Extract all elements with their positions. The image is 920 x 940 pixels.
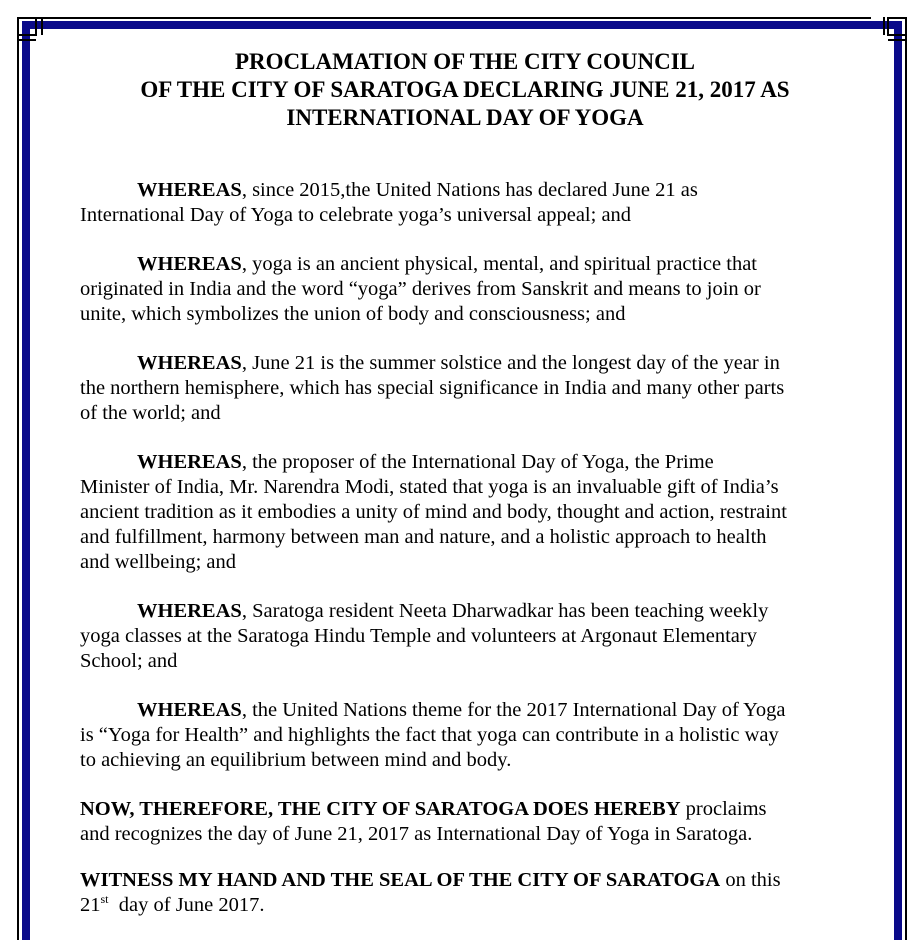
clause-text: , June 21 is the summer solstice and the longest day of the year in — [241, 352, 780, 374]
whereas-clause — [80, 252, 850, 327]
border-top-band — [22, 21, 902, 29]
proclamation-title — [80, 48, 850, 132]
whereas-clause — [80, 698, 850, 773]
whereas-lead: WHEREAS — [137, 699, 242, 721]
clause-text: , Saratoga resident Neeta Dharwadkar has been teaching weekly — [241, 600, 769, 622]
whereas-clause — [80, 599, 850, 674]
whereas-lead: WHEREAS — [137, 352, 242, 374]
whereas-clause — [80, 178, 850, 228]
clause-text: , the United Nations theme for the 2017 International Day of Yoga — [241, 699, 786, 721]
witness-clause — [80, 868, 850, 918]
clause-text: International Day of Yoga to celebrate yoga’s universal appeal; and — [80, 204, 632, 226]
resolution-lead: NOW, THEREFORE, THE CITY OF SARATOGA DOES HEREBY — [80, 798, 681, 820]
border-left-line — [17, 39, 19, 940]
day-number: 21 — [80, 894, 101, 916]
border-top-line — [41, 17, 871, 19]
clause-text: unite, which symbolizes the union of body and consciousness; and — [80, 303, 626, 325]
clause-text: and wellbeing; and — [80, 551, 236, 573]
corner-ornament-top-right-lower — [888, 28, 907, 41]
clause-text: , the proposer of the International Day of Yoga, the Prime — [241, 451, 714, 473]
clause-text: of the world; and — [80, 402, 221, 424]
whereas-lead: WHEREAS — [137, 179, 242, 201]
day-ordinal-suffix: st — [100, 892, 109, 906]
border-right-band — [894, 21, 902, 940]
clause-text: and fulfillment, harmony between man and nature, and a holistic approach to health — [80, 526, 767, 548]
whereas-lead: WHEREAS — [137, 253, 242, 275]
whereas-lead: WHEREAS — [137, 451, 242, 473]
whereas-clause — [80, 450, 850, 575]
clause-text: day of June 2017. — [108, 894, 265, 916]
clause-text: , yoga is an ancient physical, mental, and spiritual practice that — [241, 253, 757, 275]
clause-text: ancient tradition as it embodies a unity of mind and body, thought and action, restraint — [80, 501, 787, 523]
clause-text: proclaims — [680, 798, 767, 820]
clause-text: the northern hemisphere, which has special significance in India and many other parts — [80, 377, 785, 399]
clause-text: yoga classes at the Saratoga Hindu Temple and volunteers at Argonaut Elementary — [80, 625, 757, 647]
title-line: INTERNATIONAL DAY OF YOGA — [286, 105, 644, 130]
clause-text: School; and — [80, 650, 178, 672]
border-left-band — [22, 21, 30, 940]
clause-text: Minister of India, Mr. Narendra Modi, stated that yoga is an invaluable gift of India’s — [80, 476, 779, 498]
title-line: OF THE CITY OF SARATOGA DECLARING JUNE 21, 2017 AS — [140, 77, 790, 102]
proclamation-document — [80, 48, 850, 918]
clause-text: and recognizes the day of June 21, 2017 as International Day of Yoga in Saratoga. — [80, 823, 753, 845]
clause-text: to achieving an equilibrium between mind and body. — [80, 749, 512, 771]
whereas-clause — [80, 351, 850, 426]
title-line: PROCLAMATION OF THE CITY COUNCIL — [234, 49, 696, 74]
clause-text: originated in India and the word “yoga” derives from Sanskrit and means to join or — [80, 278, 761, 300]
witness-lead: WITNESS MY HAND AND THE SEAL OF THE CITY OF SARATOGA — [80, 869, 721, 891]
clause-text: , since 2015,the United Nations has declared June 21 as — [241, 179, 698, 201]
clause-text: is “Yoga for Health” and highlights the fact that yoga can contribute in a holistic way — [80, 724, 779, 746]
border-right-line — [905, 40, 907, 940]
clause-text: on this — [720, 869, 781, 891]
resolution-clause — [80, 797, 850, 847]
corner-ornament-top-left-lower — [17, 28, 36, 41]
whereas-lead: WHEREAS — [137, 600, 242, 622]
